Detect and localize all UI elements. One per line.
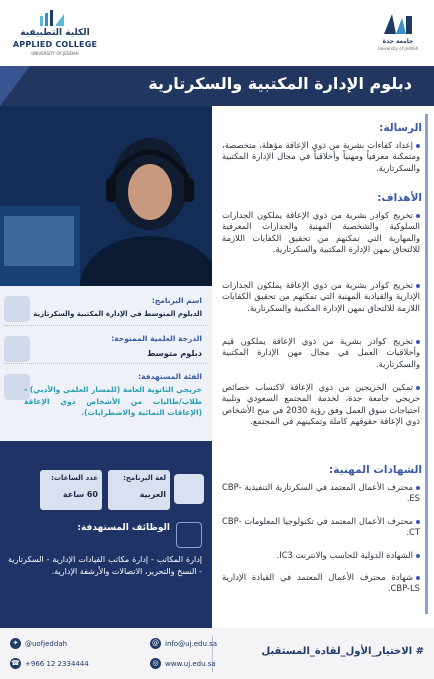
degree-row <box>4 330 208 364</box>
mission-text: إعداد كفاءات بشرية من ذوي الإعاقة مؤهلة، متخصصة، ومتمكنة معرفياً ومهنياً وأخلاقياً في مجال الإدارة المكتبية والسكرتارية. <box>222 140 420 173</box>
title-corner-accent <box>0 66 30 106</box>
applied-college-logo <box>10 8 100 60</box>
goal-item: تخريج كوادر بشرية من ذوي الإعاقة يملكون قيم وأخلاقيات العمل في مجال مهن الإدارة المكتبية والسكرتارية. <box>222 336 420 369</box>
program-info-panel <box>0 286 212 441</box>
phone-icon: ☎ <box>11 659 20 667</box>
certs-heading: الشهادات المهنية: <box>329 464 422 476</box>
university-name-english: University of Jeddah <box>377 46 419 51</box>
jobs-label: الوظائف المستهدفة: <box>77 523 170 533</box>
title-band <box>0 66 434 106</box>
cert-item: محترف الأعمال المعتمد في تكنولوجيا المعلومات CBP-CT. <box>222 516 420 538</box>
target-row <box>4 368 208 438</box>
college-university-sub: UNIVERSITY OF JEDDAH <box>31 51 79 56</box>
bullet-dot-icon <box>416 554 420 558</box>
footer <box>0 628 434 679</box>
program-name-row <box>4 290 208 326</box>
program-name-label: اسم البرنامج: <box>151 296 202 305</box>
goal-item: تخريج كوادر بشرية من ذوي الإعاقة يملكون الجدارات السلوكية والشخصية المهنية والجدارات المعرفية والمهارية التي تمكنهم من تحقيق الكفايات اللازمة للالتحاق بمهن الإدارة المكتبية والسكرتارية. <box>222 210 420 254</box>
social-media-icon: ✦ <box>10 638 21 649</box>
bullet-dot-icon <box>416 520 420 524</box>
target-label: الفئة المستهدفة: <box>138 372 202 381</box>
graduation-cap-icon <box>4 336 30 362</box>
mission-heading: الرسالة: <box>379 122 422 134</box>
bullet-dot-icon <box>416 486 420 490</box>
jobs-text: إدارة المكاتب - إدارة مكاتب القيادات الإدارية - السكرتارية - النسخ والتحرير، الاتصالات والأرشفة الإدارية. <box>8 555 202 576</box>
college-name-english: APPLIED COLLEGE <box>12 40 98 49</box>
page-title: دبلوم الإدارة المكتبية والسكرتارية <box>148 74 412 93</box>
footer-phone[interactable] <box>10 658 89 669</box>
goal-item: تمكين الخريجين من ذوي الإعاقة لاكتساب خصائص خريجي جامعة جدة، لخدمة المجتمع السعودي وتلبية احتياجات سوق العمل وفق رؤية 2030 في منح الأشخاص ذوي الإعاقة حقوقهم كاملة وتمكينهم في المجتمع. <box>222 382 421 426</box>
footer-email[interactable] <box>150 638 217 649</box>
goal-item: تخريج كوادر بشرية من ذوي الإعاقة يملكون الجدارات الإدارية والقيادية المهنية التي تمكنهم من تحقيق الكفايات اللازمة للالتحاق بمهن الإدارة المكتبية والسكرتارية. <box>222 280 420 313</box>
degree-value: دبلوم متوسط <box>147 348 202 358</box>
college-name-arabic: الكلية التطبيقية <box>20 28 90 38</box>
bullet-dot-icon <box>416 576 420 580</box>
bullet-dot-icon <box>416 214 420 218</box>
hours-value: 60 ساعة <box>62 490 98 499</box>
student-photo <box>0 106 212 286</box>
university-name-arabic: جامعة جدة <box>382 38 414 45</box>
hours-label: عدد الساعات: <box>51 474 98 482</box>
language-box <box>108 470 170 510</box>
content-column <box>212 106 434 628</box>
footer-phone-text: +966 12 2334444 <box>25 659 89 668</box>
hours-box <box>40 470 102 510</box>
cert-item: محترف الأعمال المعتمد في السكرتارية التنفيذية CBP-ES. <box>222 482 420 504</box>
cert-item: الشهادة الدولية للحاسب والانترنت IC3. <box>222 550 420 561</box>
footer-slogan: # الاختيار_الأول_لقادة_المستقبل <box>261 646 424 657</box>
content-rail <box>425 114 428 614</box>
language-icon <box>174 474 204 504</box>
bullet-dot-icon <box>416 386 420 390</box>
bullet-dot-icon <box>416 144 420 148</box>
footer-social-handle[interactable] <box>10 638 67 649</box>
bullet-dot-icon <box>416 284 420 288</box>
footer-website[interactable] <box>150 658 216 669</box>
goals-heading: الأهداف: <box>377 192 422 204</box>
program-name-value: الدبلوم المتوسط في الإدارة المكتبية والسكرتارية <box>33 310 202 318</box>
cert-item: شهادة محترف الأعمال المعتمد في القيادة الإدارية CBP-LS. <box>222 572 420 594</box>
university-mark-icon <box>382 10 414 36</box>
university-logo <box>376 10 420 62</box>
briefcase-icon <box>176 522 202 548</box>
jobs-section <box>0 516 212 628</box>
degree-label: الدرجة العلمية الممنوحة: <box>111 334 202 343</box>
certificate-icon <box>4 296 30 322</box>
language-value: العربية <box>139 490 166 499</box>
footer-handle-text: @uofjeddah <box>25 639 68 648</box>
language-label: لغة البرنامج: <box>123 474 166 482</box>
header <box>0 0 434 66</box>
applied-college-mark-icon <box>38 8 64 26</box>
bullet-dot-icon <box>416 340 420 344</box>
target-value: خريجي الثانوية العامة (للمسار العلمي والأدبي) - طلاب/طالبات من الأشخاص ذوي الإعاقة (الإعاقات النمائية والاضطرابات). <box>24 385 202 417</box>
globe-icon: ◎ <box>150 658 161 669</box>
footer-website-text: www.uj.edu.sa <box>165 659 216 668</box>
footer-email-text: info@uj.edu.sa <box>165 639 218 648</box>
info-column <box>0 106 212 628</box>
email-icon: @ <box>152 639 159 647</box>
student-photo-illustration <box>0 106 212 286</box>
